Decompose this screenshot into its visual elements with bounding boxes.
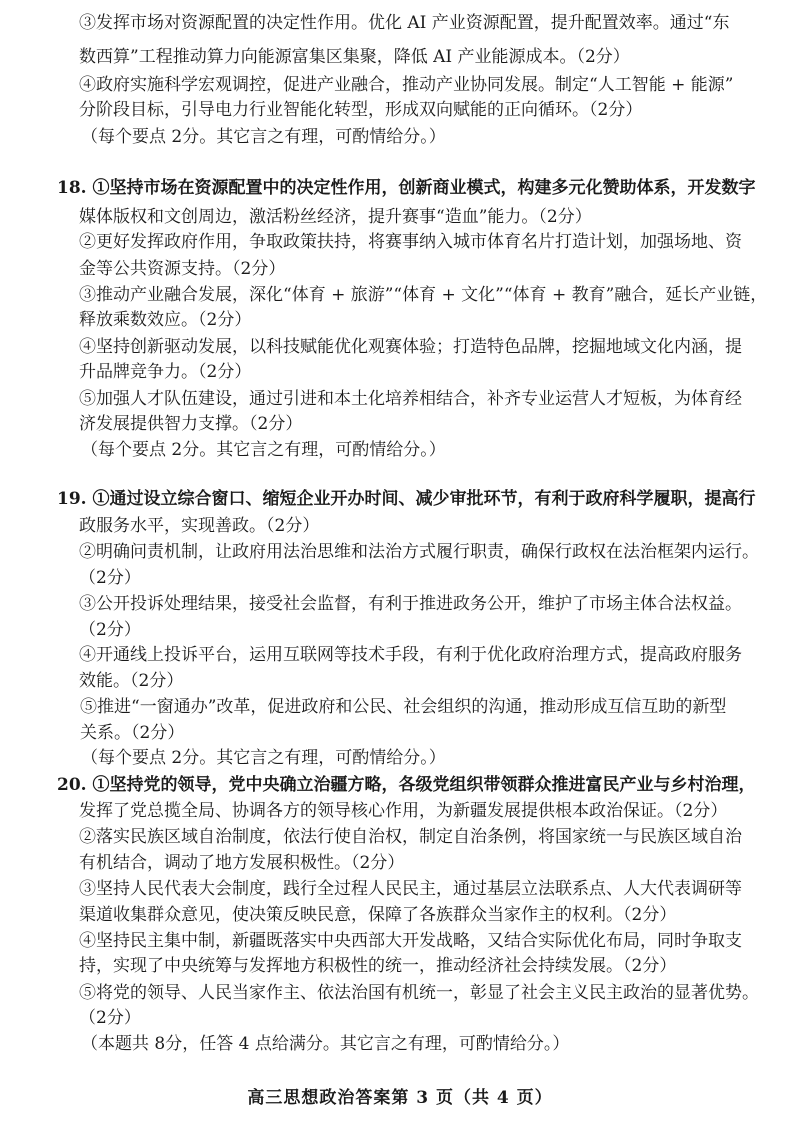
text-line: 升品牌竞争力。（2分） <box>79 362 252 382</box>
text-line: 政服务水平，实现善政。（2分） <box>79 516 320 536</box>
text-line: 发挥了党总揽全局、协调各方的领导核心作用，为新疆发展提供根本政治保证。（2分） <box>79 801 728 821</box>
text-line: ③公开投诉处理结果，接受社会监督，有利于推进政务公开，维护了市场主体合法权益。 <box>79 594 742 614</box>
text-line: 数西算”工程推动算力向能源富集区集聚，降低 AI 产业能源成本。（2分） <box>79 47 630 67</box>
text-line: ③坚持人民代表大会制度，践行全过程人民民主，通过基层立法联系点、人大代表调研等 <box>79 879 742 899</box>
text-line: （2分） <box>79 620 141 640</box>
text-line: 有机结合，调动了地方发展积极性。（2分） <box>79 853 405 873</box>
question-number-line: 20. ①坚持党的领导，党中央确立治疆方略，各级党组织带领群众推进富民产业与乡村治理， <box>57 775 756 795</box>
page-footer: 高三思想政治答案第 3 页（共 4 页） <box>247 1088 553 1108</box>
scoring-note: （每个要点 2分。其它言之有理，可酌情给分。） <box>81 127 446 147</box>
text-line: 分阶段目标，引导电力行业智能化转型，形成双向赋能的正向循环。（2分） <box>79 100 643 120</box>
question-number-line: 18. ①坚持市场在资源配置中的决定性作用，创新商业模式，构建多元化赞助体系，开发数字 <box>57 178 756 198</box>
text-line: 释放乘数效应。（2分） <box>79 310 252 330</box>
text-line: （2分） <box>79 1008 141 1028</box>
text-line: ②落实民族区域自治制度，依法行使自治权，制定自治条例，将国家统一与民族区域自治 <box>79 827 742 847</box>
scoring-note: （本题共 8分，任答 4 点给满分。其它言之有理，可酌情给分。） <box>81 1034 570 1054</box>
text-line: ④政府实施科学宏观调控，促进产业融合，推动产业协同发展。制定“人工智能 + 能源” <box>79 75 734 95</box>
scoring-note: （每个要点 2分。其它言之有理，可酌情给分。） <box>81 440 446 460</box>
text-line: 金等公共资源支持。（2分） <box>79 259 286 279</box>
text-line: ②更好发挥政府作用，争取政策扶持，将赛事纳入城市体育名片打造计划，加强场地、资 <box>79 232 742 252</box>
scoring-note: （每个要点 2分。其它言之有理，可酌情给分。） <box>81 748 446 768</box>
text-line: ⑤将党的领导、人民当家作主、依法治国有机统一，彰显了社会主义民主政治的显著优势。 <box>79 983 759 1003</box>
text-line: 持，实现了中央统筹与发挥地方积极性的统一，推动经济社会持续发展。（2分） <box>79 956 677 976</box>
text-line: 济发展提供智力支撑。（2分） <box>79 414 303 434</box>
text-line: ⑤加强人才队伍建设，通过引进和本土化培养相结合，补齐专业运营人才短板，为体育经 <box>79 389 742 409</box>
text-line: 效能。（2分） <box>79 671 184 691</box>
text-line: 媒体版权和文创周边，激活粉丝经济，提升赛事“造血”能力。（2分） <box>79 207 592 227</box>
text-line: ③发挥市场对资源配置的决定性作用。优化 AI 产业资源配置，提升配置效率。通过“东 <box>79 13 730 33</box>
text-line: ③推动产业融合发展，深化“体育 + 旅游”“体育 + 文化”“体育 + 教育”融合，延长产业链， <box>79 285 768 305</box>
text-line: 渠道收集群众意见，使决策反映民意，保障了各族群众当家作主的权利。（2分） <box>79 905 677 925</box>
text-line: 关系。（2分） <box>80 723 185 743</box>
text-line: ④坚持创新驱动发展，以科技赋能优化观赛体验；打造特色品牌，挖掘地域文化内涵，提 <box>79 337 742 357</box>
text-line: ④开通线上投诉平台，运用互联网等技术手段，有利于优化政府治理方式，提高政府服务 <box>79 645 742 665</box>
text-line: ④坚持民主集中制，新疆既落实中央西部大开发战略，又结合实际优化布局，同时争取支 <box>79 931 742 951</box>
text-line: ②明确问责机制，让政府用法治思维和法治方式履行职责，确保行政权在法治框架内运行。 <box>79 542 759 562</box>
question-number-line: 19. ①通过设立综合窗口、缩短企业开办时间、减少审批环节，有利于政府科学履职，提高行 <box>57 489 756 509</box>
text-line: ⑤推进“一窗通办”改革，促进政府和公民、社会组织的沟通，推动形成互信互助的新型 <box>80 697 727 717</box>
text-line: （2分） <box>79 568 141 588</box>
